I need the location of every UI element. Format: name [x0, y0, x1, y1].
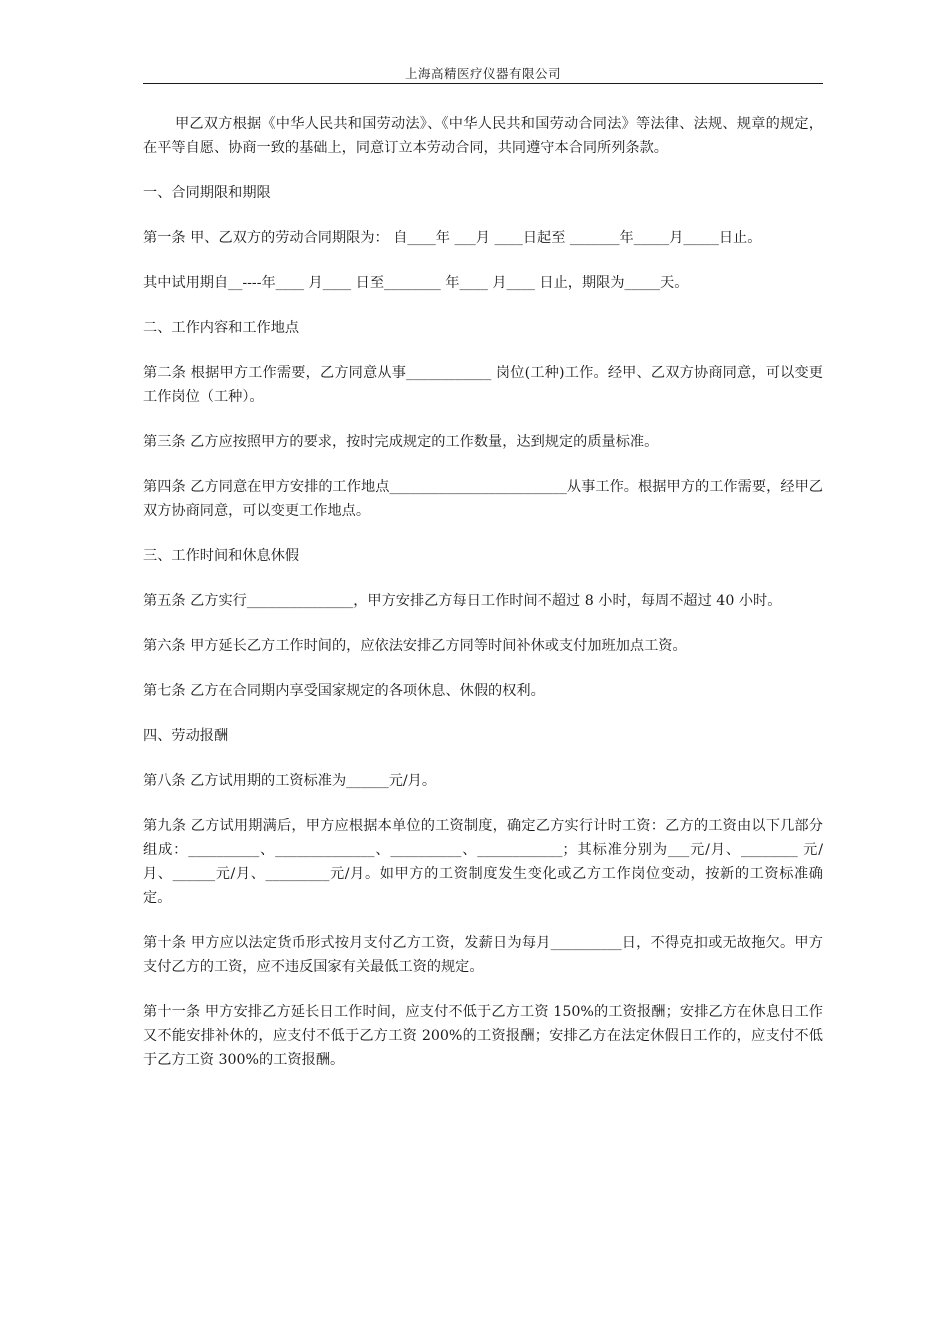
preamble-paragraph: 甲乙双方根据《中华人民共和国劳动法》、《中华人民共和国劳动合同法》等法律、法规、规章的规定，在平等自愿、协商一致的基础上，同意订立本劳动合同，共同遵守本合同所列条款。 [143, 116, 823, 156]
contract-body [143, 112, 823, 1093]
page-header-company: 上海高精医疗仪器有限公司 [404, 66, 561, 81]
article-1: 第一条 甲、乙双方的劳动合同期限为： 自____年 ___月 ____日起至 _______年_____月_____日止。 [143, 230, 762, 246]
section-heading-work: 二、工作内容和工作地点 [143, 320, 300, 336]
article-3: 第三条 乙方应按照甲方的要求，按时完成规定的工作数量，达到规定的质量标准。 [143, 434, 659, 450]
section-heading-term: 一、合同期限和期限 [143, 185, 271, 201]
section-heading-hours: 三、工作时间和休息休假 [143, 548, 300, 564]
article-6: 第六条 甲方延长乙方工作时间的，应依法安排乙方同等时间补休或支付加班加点工资。 [143, 638, 687, 654]
article-8: 第八条 乙方试用期的工资标准为______元/月。 [143, 773, 437, 789]
article-2: 第二条 根据甲方工作需要，乙方同意从事____________ 岗位(工种)工作。经甲、乙双方协商同意，可以变更工作岗位（工种）。 [143, 365, 823, 405]
article-4: 第四条 乙方同意在甲方安排的工作地点_________________________从事工作。根据甲方的工作需要，经甲乙双方协商同意，可以变更工作地点。 [143, 479, 823, 519]
article-11: 第十一条 甲方安排乙方延长日工作时间，应支付不低于乙方工资 150%的工资报酬；安排乙方在休息日工作又不能安排补休的，应支付不低于乙方工资 200%的工资报酬；安排乙方在法定休假日工作的，应支付不低于乙方工资 300%的工资报酬。 [143, 1004, 823, 1068]
article-9: 第九条 乙方试用期满后，甲方应根据本单位的工资制度，确定乙方实行计时工资：乙方的工资由以下几部分组成：__________、______________、__________、____________；其标准分别为___元/月、________ 元/月、______元/月、_________元/月。如甲方的工资制度发生变化或乙方工作岗位变动，按新的工资标准确定。 [143, 818, 823, 906]
probation-period: 其中试用期自__----年____ 月____ 日至________ 年____ 月____ 日止，期限为_____天。 [143, 275, 689, 291]
article-10: 第十条 甲方应以法定货币形式按月支付乙方工资，发薪日为每月__________日，不得克扣或无故拖欠。甲方支付乙方的工资，应不违反国家有关最低工资的规定。 [143, 935, 823, 975]
section-heading-pay: 四、劳动报酬 [143, 728, 229, 744]
header-divider [143, 83, 823, 84]
article-7: 第七条 乙方在合同期内享受国家规定的各项休息、休假的权利。 [143, 683, 545, 699]
article-5: 第五条 乙方实行_______________，甲方安排乙方每日工作时间不超过 8 小时，每周不超过 40 小时。 [143, 593, 782, 609]
